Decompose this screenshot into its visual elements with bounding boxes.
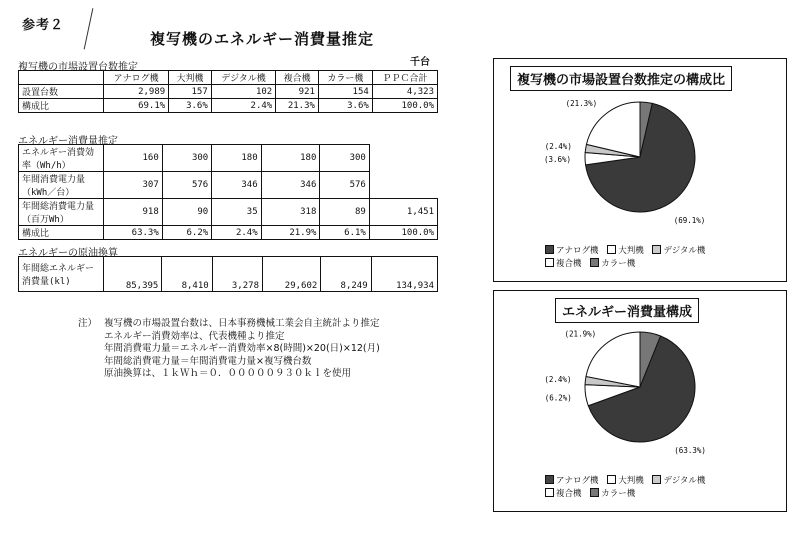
cell: 21.3%	[276, 99, 319, 113]
notes-head: 注）	[78, 318, 98, 329]
legend-item: 複合機	[556, 489, 582, 499]
row-label: 構成比	[19, 226, 104, 240]
row-label: 年間総エネルギー消費量(kl)	[19, 257, 104, 292]
row-label: エネルギー消費効率（Wh/h）	[19, 145, 104, 172]
header-cell	[19, 71, 104, 85]
cell: 346	[261, 172, 320, 199]
legend-swatch-icon	[607, 245, 616, 254]
chart-legend	[545, 245, 780, 271]
cell: 3,278	[212, 257, 262, 292]
cell: 102	[211, 85, 275, 99]
slice-label: (2.4%)	[544, 142, 572, 152]
cell: 8,249	[321, 257, 371, 292]
slice-label: (6.2%)	[544, 393, 572, 403]
oil-equivalent-table	[18, 256, 438, 292]
table-row	[19, 172, 438, 199]
cell: 918	[104, 199, 163, 226]
cell: 63.3%	[104, 226, 163, 240]
table-row	[19, 99, 438, 113]
chart-title: エネルギー消費量構成	[555, 298, 699, 323]
cell: 157	[169, 85, 212, 99]
table-row	[19, 145, 438, 172]
pen-mark	[84, 8, 96, 50]
cell: 2.4%	[211, 99, 275, 113]
reference-label: 参考２	[22, 18, 65, 33]
cell: 100.0%	[372, 99, 437, 113]
pie-chart-installed	[520, 95, 760, 225]
cell: 35	[212, 199, 261, 226]
cell: 29,602	[262, 257, 320, 292]
table2-caption: エネルギー消費量推定	[18, 136, 118, 147]
slice-label: (2.4%)	[544, 374, 572, 384]
cell: 180	[261, 145, 320, 172]
cell: 2,989	[104, 85, 169, 99]
cell: 921	[276, 85, 319, 99]
legend-swatch-icon	[545, 475, 554, 484]
slice-label: (63.3%)	[674, 446, 706, 455]
header-cell: アナログ機	[104, 71, 169, 85]
slice-label: (21.9%)	[564, 329, 597, 339]
table-row	[19, 71, 438, 85]
table-row	[19, 85, 438, 99]
chart-legend	[545, 475, 780, 501]
cell: 300	[320, 145, 369, 172]
header-cell: 大判機	[169, 71, 212, 85]
legend-swatch-icon	[590, 258, 599, 267]
note-line: 原油換算は、１ｋＷｈ＝０．０００００９３０ｋｌを使用	[104, 368, 352, 379]
legend-item: デジタル機	[663, 246, 706, 256]
notes	[78, 318, 458, 388]
row-label: 構成比	[19, 99, 104, 113]
unit-label: 千台	[410, 57, 430, 68]
slice-label: (69.1%)	[673, 216, 706, 225]
row-label: 年間消費電力量（kWh／台）	[19, 172, 104, 199]
table-row	[19, 257, 438, 292]
cell: 69.1%	[104, 99, 169, 113]
legend-swatch-icon	[652, 475, 661, 484]
cell: 154	[318, 85, 372, 99]
legend-swatch-icon	[545, 488, 554, 497]
row-label: 設置台数	[19, 85, 104, 99]
cell: 134,934	[371, 257, 437, 292]
header-cell: カラー機	[318, 71, 372, 85]
cell: 318	[261, 199, 320, 226]
cell: 89	[320, 199, 369, 226]
table-row	[19, 199, 438, 226]
table1-caption: 複写機の市場設置台数推定	[18, 62, 138, 73]
cell: 85,395	[104, 257, 162, 292]
legend-swatch-icon	[590, 488, 599, 497]
note-line: 年間総消費電力量＝年間消費電力量×複写機台数	[104, 355, 312, 367]
slice-label: (3.6%)	[543, 155, 572, 165]
cell: 6.2%	[162, 226, 211, 240]
cell: 576	[162, 172, 211, 199]
cell: 180	[212, 145, 261, 172]
cell: 2.4%	[212, 226, 261, 240]
legend-item: 複合機	[556, 259, 582, 269]
cell: 346	[212, 172, 261, 199]
legend-swatch-icon	[545, 258, 554, 267]
cell	[369, 172, 437, 199]
cell: 100.0%	[369, 226, 437, 240]
cell: 3.6%	[318, 99, 372, 113]
chart-title: 複写機の市場設置台数推定の構成比	[510, 66, 732, 91]
header-cell: デジタル機	[211, 71, 275, 85]
legend-item: デジタル機	[663, 476, 706, 486]
row-label: 年間総消費電力量（百万Wh）	[19, 199, 104, 226]
table3-caption: エネルギーの原油換算	[18, 248, 118, 259]
pie-chart-energy	[520, 325, 760, 455]
cell: 300	[162, 145, 211, 172]
cell: 8,410	[162, 257, 212, 292]
legend-item: カラー機	[601, 489, 636, 499]
note-line: 複写機の市場設置台数は、日本事務機械工業会自主統計より推定	[104, 318, 380, 329]
legend-item: 大判機	[618, 246, 644, 256]
legend-swatch-icon	[652, 245, 661, 254]
note-line: 年間消費電力量＝エネルギー消費効率×8(時間)×20(日)×12(月)	[104, 343, 380, 354]
header-cell: 複合機	[276, 71, 319, 85]
legend-swatch-icon	[607, 475, 616, 484]
legend-item: アナログ機	[556, 246, 599, 256]
cell: 90	[162, 199, 211, 226]
legend-item: アナログ機	[556, 476, 599, 486]
page-title: 複写機のエネルギー消費量推定	[150, 30, 375, 48]
cell: 576	[320, 172, 369, 199]
note-line: エネルギー消費効率は、代表機種より推定	[104, 330, 285, 342]
cell: 1,451	[369, 199, 437, 226]
header-cell: ＰＰＣ合計	[372, 71, 437, 85]
legend-item: 大判機	[618, 476, 644, 486]
legend-swatch-icon	[545, 245, 554, 254]
cell: 6.1%	[320, 226, 369, 240]
legend-item: カラー機	[601, 259, 636, 269]
energy-table	[18, 144, 438, 240]
cell: 21.9%	[261, 226, 320, 240]
table-row	[19, 226, 438, 240]
slice-label: (21.3%)	[565, 98, 598, 108]
cell	[369, 145, 437, 172]
cell: 3.6%	[169, 99, 212, 113]
installed-units-table	[18, 70, 438, 113]
cell: 160	[104, 145, 163, 172]
cell: 307	[104, 172, 163, 199]
cell: 4,323	[372, 85, 437, 99]
